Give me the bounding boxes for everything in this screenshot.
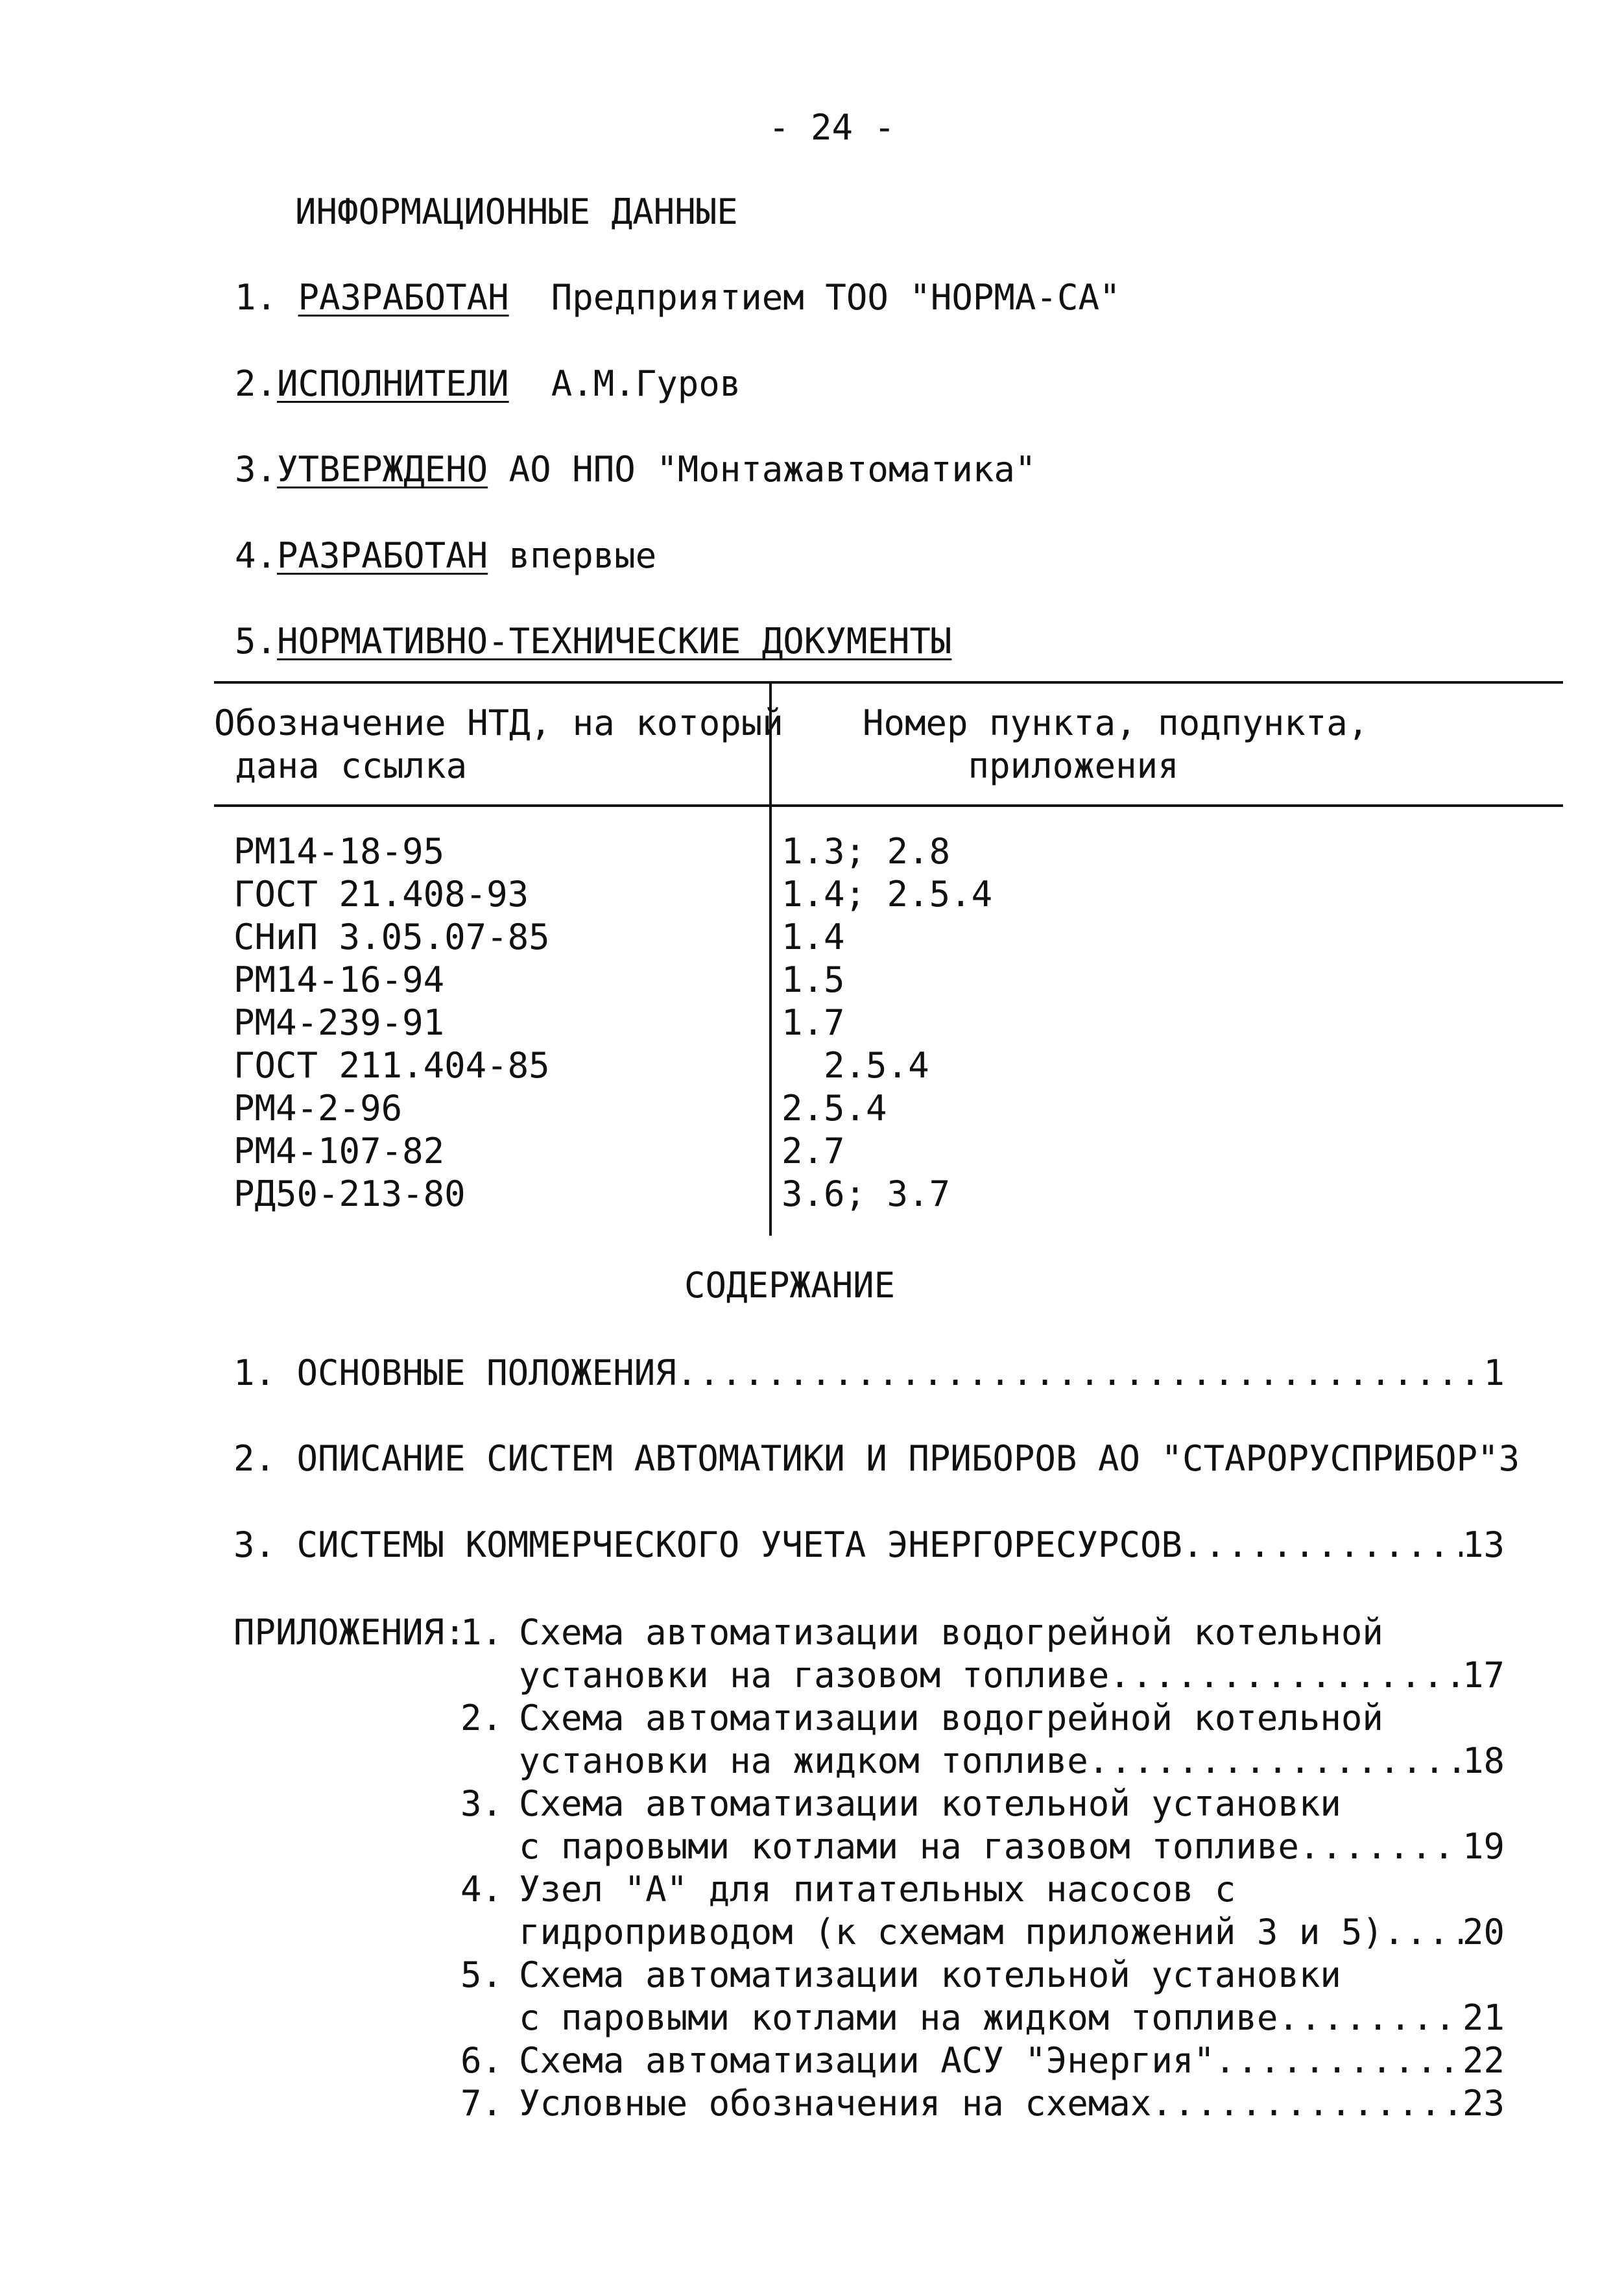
appendix-line1: Схема автоматизации котельной установки (519, 1783, 1341, 1824)
appendix-num: 1. (460, 1612, 503, 1653)
info-item-label: РАЗРАБОТАН (277, 535, 488, 576)
appendix-page: 18 (1462, 1740, 1505, 1781)
appendix-num: 3. (460, 1783, 503, 1824)
toc-leader (1182, 1528, 1463, 1563)
appendix-line1: Схема автоматизации водогрейной котельной (519, 1612, 1383, 1653)
appendix-entry (519, 2040, 1505, 2081)
appendix-line1: Схема автоматизации водогрейной котельной (519, 1698, 1383, 1738)
toc-entry-title: 3. СИСТЕМЫ КОММЕРЧЕСКОГО УЧЕТА ЭНЕРГОРЕСУРСОВ (233, 1524, 1182, 1565)
toc-leader (1109, 1658, 1463, 1693)
table-row-doc: РД50-213-80 (233, 1173, 466, 1214)
toc-leader (1383, 1915, 1463, 1950)
appendix-num: 5. (460, 1954, 503, 1995)
info-item-1 (235, 277, 1121, 318)
table-row-doc: ГОСТ 211.404-85 (233, 1045, 550, 1086)
table-row-ref: 2.5.4 (782, 1045, 929, 1086)
info-heading: ИНФОРМАЦИОННЫЕ ДАННЫЕ (295, 191, 738, 232)
info-item-text: АО НПО "Монтажавтоматика" (508, 449, 1036, 490)
toc-leader (1151, 2086, 1463, 2121)
table-row-doc: СНиП 3.05.07-85 (233, 917, 550, 957)
appendix-num: 6. (460, 2040, 503, 2081)
info-item-num: 3. (235, 449, 278, 490)
info-item-3 (235, 449, 1036, 490)
table-header-rule (214, 804, 1563, 807)
table-row-ref: 1.4; 2.5.4 (782, 874, 993, 915)
table-header-doc: Обозначение НТД, на который дана ссылка (214, 703, 783, 786)
appendix-line1: Узел "А" для питательных насосов с (519, 1869, 1236, 1910)
table-row-ref: 1.7 (782, 1002, 845, 1043)
toc-entry-page: 3 (1498, 1438, 1520, 1479)
toc-leader (1215, 2043, 1463, 2078)
table-row-doc: РМ4-107-82 (233, 1131, 445, 1171)
info-item-text: А.М.Гуров (551, 363, 741, 404)
info-item-num: 5. (235, 621, 278, 662)
appendix-entry (519, 1826, 1505, 1867)
toc-entry-title: 1. ОСНОВНЫЕ ПОЛОЖЕНИЯ (233, 1352, 676, 1393)
appendix-page: 17 (1462, 1655, 1505, 1696)
appendix-line2: с паровыми котлами на газовом топливе (519, 1826, 1299, 1867)
appendix-page: 20 (1462, 1912, 1505, 1952)
info-item-text: впервые (508, 535, 657, 576)
appendix-page: 23 (1462, 2083, 1505, 2124)
appendix-num: 4. (460, 1869, 503, 1910)
toc-leader (1299, 1829, 1463, 1864)
toc-leader (1278, 2000, 1463, 2036)
toc-entry-page: 1 (1483, 1352, 1505, 1393)
info-item-label: ИСПОЛНИТЕЛИ (277, 363, 509, 404)
appendix-page: 22 (1462, 2040, 1505, 2081)
appendix-num: 2. (460, 1698, 503, 1738)
appendix-line2: гидроприводом (к схемам приложений 3 и 5) (519, 1912, 1383, 1952)
table-row-ref: 2.5.4 (782, 1088, 887, 1129)
appendix-line1: Условные обозначения на схемах (519, 2083, 1152, 2124)
table-row-ref: 1.3; 2.8 (782, 831, 951, 872)
appendix-entry (519, 1912, 1505, 1952)
appendix-label: ПРИЛОЖЕНИЯ: (233, 1612, 466, 1653)
appendix-num: 7. (460, 2083, 503, 2124)
toc-entry-page: 13 (1462, 1524, 1505, 1565)
appendix-entry (519, 1740, 1505, 1781)
appendix-line2: с паровыми котлами на жидком топливе (519, 1997, 1278, 2038)
info-item-num: 4. (235, 535, 278, 576)
info-item-5 (235, 621, 952, 662)
toc-entry (233, 1524, 1505, 1565)
table-row-doc: РМ4-2-96 (233, 1088, 403, 1129)
toc-leader (676, 1356, 1484, 1391)
appendix-line2: установки на газовом топливе (519, 1655, 1110, 1696)
info-item-num: 2. (235, 363, 278, 404)
info-item-label: НОРМАТИВНО-ТЕХНИЧЕСКИЕ ДОКУМЕНТЫ (277, 621, 952, 662)
toc-entry (233, 1352, 1505, 1393)
table-row-ref: 3.6; 3.7 (782, 1173, 951, 1214)
appendix-entry (519, 1997, 1505, 2038)
table-top-rule (214, 681, 1563, 684)
info-item-label: РАЗРАБОТАН (298, 277, 509, 318)
appendix-page: 21 (1462, 1997, 1505, 2038)
toc-entry (233, 1438, 1520, 1479)
appendix-entry (519, 2083, 1505, 2124)
table-row-ref: 2.7 (782, 1131, 845, 1171)
info-item-4 (235, 535, 657, 576)
appendix-line1: Схема автоматизации котельной установки (519, 1954, 1341, 1995)
toc-entry-title: 2. ОПИСАНИЕ СИСТЕМ АВТОМАТИКИ И ПРИБОРОВ АО "СТАРОРУСПРИБОР" (233, 1438, 1499, 1479)
table-row-ref: 1.4 (782, 917, 845, 957)
appendix-page: 19 (1462, 1826, 1505, 1867)
info-item-label: УТВЕРЖДЕНО (277, 449, 488, 490)
table-row-doc: РМ4-239-91 (233, 1002, 445, 1043)
table-row-ref: 1.5 (782, 959, 845, 1000)
info-item-text: Предприятием ТОО "НОРМА-СА" (551, 277, 1121, 318)
info-item-2 (235, 363, 741, 404)
table-header-ref: Номер пункта, подпункта, приложения (863, 703, 1369, 786)
table-row-doc: ГОСТ 21.408-93 (233, 874, 529, 915)
appendix-entry (519, 1655, 1505, 1696)
appendix-line2: установки на жидком топливе (519, 1740, 1088, 1781)
table-row-doc: РМ14-16-94 (233, 959, 445, 1000)
page-number: - 24 - (769, 107, 896, 148)
contents-heading: СОДЕРЖАНИЕ (684, 1265, 896, 1306)
info-item-num: 1. (235, 277, 278, 318)
toc-leader (1088, 1744, 1463, 1779)
table-row-doc: РМ14-18-95 (233, 831, 445, 872)
appendix-line1: Схема автоматизации АСУ "Энергия" (519, 2040, 1215, 2081)
